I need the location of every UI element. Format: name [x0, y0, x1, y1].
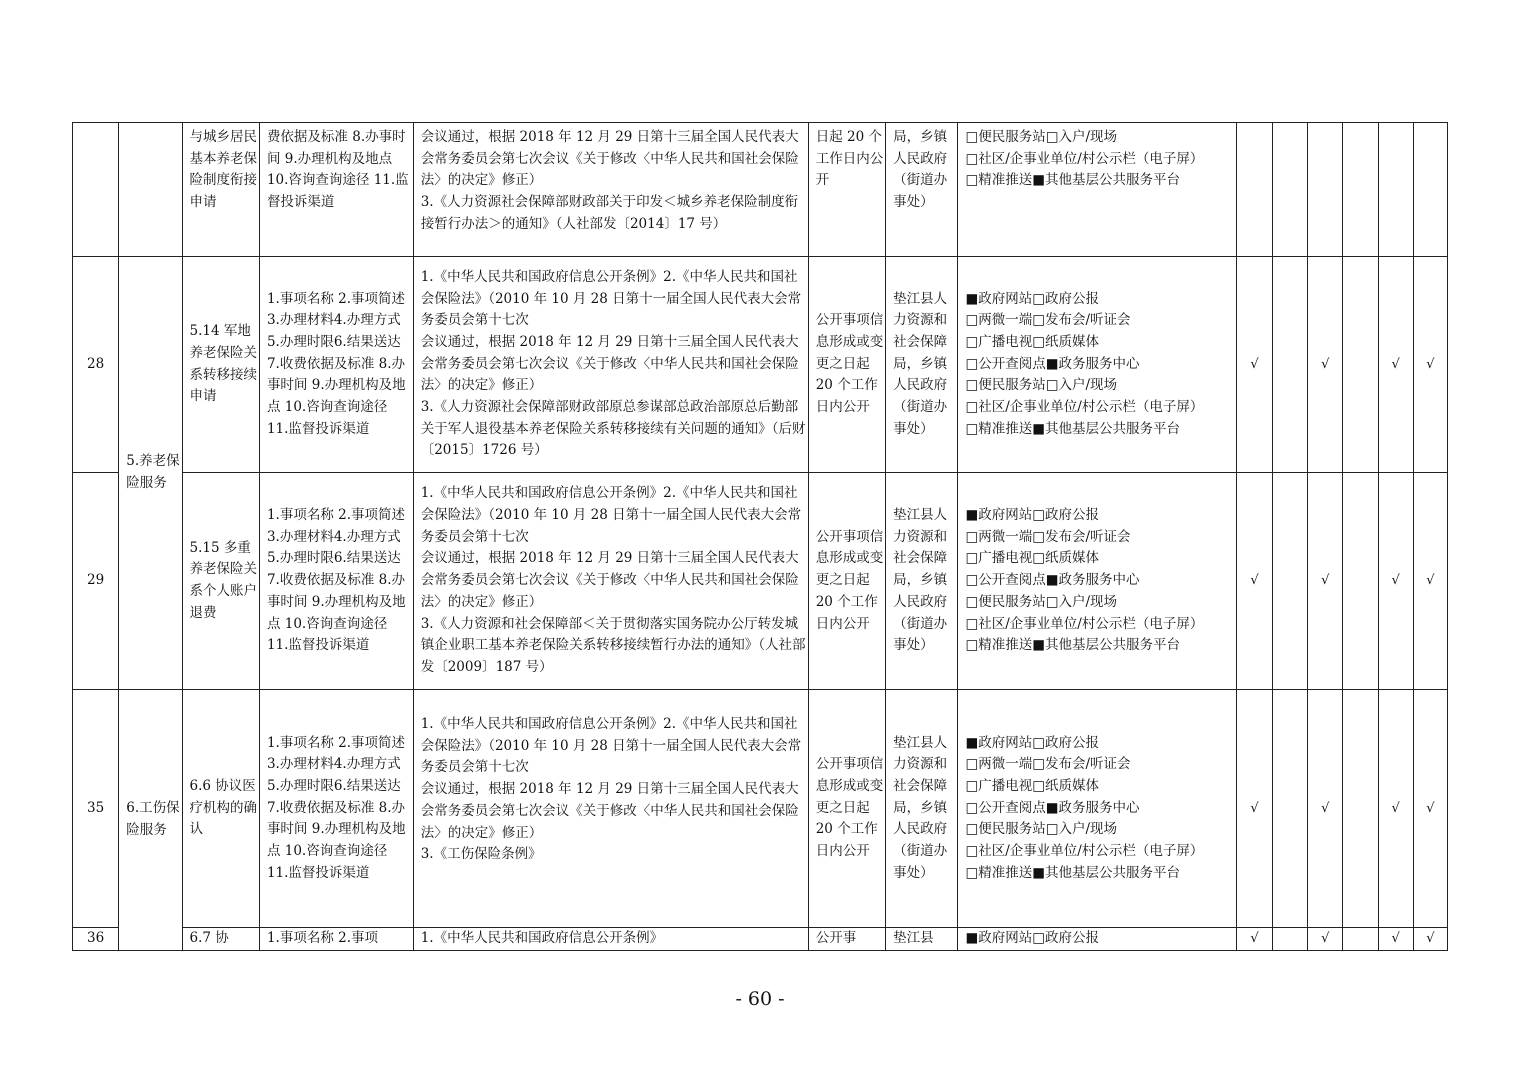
check-cell: √: [1308, 928, 1343, 951]
basis-cell: [413, 257, 808, 473]
disclosure-table: [72, 122, 1448, 951]
subject-cell: 垫江县人力资源和社会保障局，乡镇人民政府（街道办事处）: [886, 257, 958, 473]
check-cell: [1236, 123, 1272, 257]
channels-cell: [958, 690, 1236, 928]
category-cell: 5.养老保险服务: [119, 257, 182, 690]
category-cell: [119, 123, 182, 257]
channels-cell: [958, 473, 1236, 690]
channels-cell: [958, 928, 1236, 951]
check-cell: [1343, 473, 1378, 690]
item-name-cell: 5.14 军地养老保险关系转移接续申请: [182, 257, 259, 473]
channel-line: □社区/企事业单位/村公示栏（电子屏）: [965, 399, 1204, 416]
time-limit-cell: 公开事项信息形成或变更之日起 20 个工作日内公开: [808, 690, 885, 928]
text-line: 1.《中华人民共和国政府信息公开条例》2.《中华人民共和国社会保险法》（2010 年 10 月 28 日第十一届全国人民代表大会常务委员会第十七次: [420, 485, 802, 545]
channel-line: □两微一端□发布会/听证会: [965, 312, 1131, 329]
channel-line: ■政府网站□政府公报: [965, 507, 1099, 524]
time-limit-cell: 公开事项信息形成或变更之日起 20 个工作日内公开: [808, 473, 885, 690]
channel-line: □便民服务站□入户/现场: [965, 821, 1118, 838]
channel-line: □公开查阅点■政务服务中心: [965, 799, 1140, 816]
text-line: 3.《人力资源社会保障部财政部关于印发＜城乡养老保险制度衔接暂行办法＞的通知》（人社部发〔2014〕17 号）: [420, 194, 799, 232]
row-number-cell: [73, 123, 119, 257]
time-limit-cell: 日起 20 个工作日内公开: [808, 123, 885, 257]
text-line: 3.《人力资源和社会保障部＜关于贯彻落实国务院办公厅转发城镇企业职工基本养老保险关系转移接续暂行办法的通知》（人社部发〔2009〕187 号）: [420, 615, 806, 675]
text-line: 会议通过，根据 2018 年 12 月 29 日第十三届全国人民代表大会常务委员会第七次会议《关于修改〈中华人民共和国社会保险法〉的决定》修正）: [420, 550, 799, 610]
check-cell: [1273, 928, 1308, 951]
channel-line: □便民服务站□入户/现场: [965, 593, 1118, 610]
check-cell: [1273, 257, 1308, 473]
content-cell: 1.事项名称 2.事项简述3.办理材料4.办理方式 5.办理时限6.结果送达7.收费依据及标准 8.办事时间 9.办理机构及地点 10.咨询查询途径 11.监督投诉渠道: [259, 257, 413, 473]
content-cell: 1.事项名称 2.事项: [259, 928, 413, 951]
check-cell: √: [1413, 473, 1447, 690]
subject-cell: 垫江县: [886, 928, 958, 951]
check-cell: √: [1413, 257, 1447, 473]
check-cell: [1343, 257, 1378, 473]
page-number: - 60 -: [735, 988, 785, 1010]
table-row: [73, 123, 1448, 257]
check-cell: [1343, 123, 1378, 257]
check-cell: [1343, 928, 1378, 951]
time-limit-cell: 公开事项信息形成或变更之日起 20 个工作日内公开: [808, 257, 885, 473]
row-number-cell: 29: [73, 473, 119, 690]
row-number-cell: 35: [73, 690, 119, 928]
content-cell: 1.事项名称 2.事项简述3.办理材料4.办理方式 5.办理时限6.结果送达7.收费依据及标准 8.办事时间 9.办理机构及地点 10.咨询查询途径 11.监督投诉渠道: [259, 690, 413, 928]
channel-line: □公开查阅点■政务服务中心: [965, 572, 1140, 589]
check-cell: [1273, 473, 1308, 690]
channel-line: □精准推送■其他基层公共服务平台: [965, 172, 1180, 189]
text-line: 1.《中华人民共和国政府信息公开条例》2.《中华人民共和国社会保险法》（2010 年 10 月 28 日第十一届全国人民代表大会常务委员会第十七次: [420, 268, 802, 329]
text-line: 会议通过，根据 2018 年 12 月 29 日第十三届全国人民代表大会常务委员会第七次会议《关于修改〈中华人民共和国社会保险法〉的决定》修正）: [420, 333, 799, 394]
channel-line: □精准推送■其他基层公共服务平台: [965, 864, 1180, 881]
table-row: [73, 257, 1448, 473]
channel-line: □两微一端□发布会/听证会: [965, 756, 1131, 773]
table-row: [73, 928, 1448, 951]
channel-line: ■政府网站□政府公报: [965, 290, 1099, 307]
check-cell: √: [1236, 257, 1272, 473]
channel-line: □社区/企事业单位/村公示栏（电子屏）: [965, 150, 1204, 167]
channel-line: □便民服务站□入户/现场: [965, 129, 1118, 145]
channels-cell: [958, 257, 1236, 473]
item-name-cell: 5.15 多重养老保险关系个人账户退费: [182, 473, 259, 690]
channel-line: □广播电视□纸质媒体: [965, 777, 1099, 794]
basis-cell: [413, 690, 808, 928]
item-name-cell: 与城乡居民基本养老保险制度衔接申请: [182, 123, 259, 257]
check-cell: √: [1236, 690, 1272, 928]
check-cell: √: [1308, 473, 1343, 690]
check-cell: [1413, 123, 1447, 257]
channel-line: □精准推送■其他基层公共服务平台: [965, 637, 1180, 654]
channel-line: ■政府网站□政府公报: [965, 734, 1099, 751]
channel-line: □便民服务站□入户/现场: [965, 377, 1118, 394]
channel-line: □社区/企事业单位/村公示栏（电子屏）: [965, 843, 1204, 860]
content-cell: 1.事项名称 2.事项简述3.办理材料4.办理方式 5.办理时限6.结果送达7.收费依据及标准 8.办事时间 9.办理机构及地点 10.咨询查询途径 11.监督投诉渠道: [259, 473, 413, 690]
channel-line: □广播电视□纸质媒体: [965, 550, 1099, 567]
text-line: 会议通过，根据 2018 年 12 月 29 日第十三届全国人民代表大会常务委员会第七次会议《关于修改〈中华人民共和国社会保险法〉的决定》修正）: [420, 129, 799, 189]
table-row: [73, 473, 1448, 690]
channel-line: □社区/企事业单位/村公示栏（电子屏）: [965, 615, 1204, 632]
subject-cell: 垫江县人力资源和社会保障局，乡镇人民政府（街道办事处）: [886, 473, 958, 690]
check-cell: √: [1308, 690, 1343, 928]
channel-line: □精准推送■其他基层公共服务平台: [965, 420, 1180, 437]
subject-cell: 垫江县人力资源和社会保障局，乡镇人民政府（街道办事处）: [886, 690, 958, 928]
check-cell: √: [1378, 928, 1413, 951]
channel-line: □两微一端□发布会/听证会: [965, 528, 1131, 545]
check-cell: √: [1413, 690, 1447, 928]
check-cell: √: [1378, 690, 1413, 928]
text-line: 会议通过，根据 2018 年 12 月 29 日第十三届全国人民代表大会常务委员会第七次会议《关于修改〈中华人民共和国社会保险法〉的决定》修正）: [420, 781, 799, 841]
basis-cell: [413, 473, 808, 690]
check-cell: [1378, 123, 1413, 257]
text-line: 1.《中华人民共和国政府信息公开条例》2.《中华人民共和国社会保险法》（2010 年 10 月 28 日第十一届全国人民代表大会常务委员会第十七次: [420, 716, 802, 776]
channel-line: □公开查阅点■政务服务中心: [965, 355, 1140, 372]
row-number-cell: 36: [73, 928, 119, 951]
text-line: 3.《人力资源社会保障部财政部原总参谋部总政治部原总后勤部关于军人退役基本养老保险关系转移接续有关问题的通知》（后财〔2015〕1726 号）: [420, 399, 806, 459]
subject-cell: 局，乡镇人民政府（街道办事处）: [886, 123, 958, 257]
check-cell: √: [1413, 928, 1447, 951]
text-line: 3.《工伤保险条例》: [420, 846, 542, 863]
check-cell: [1273, 690, 1308, 928]
channel-line: □广播电视□纸质媒体: [965, 333, 1099, 350]
check-cell: √: [1378, 473, 1413, 690]
row-number-cell: 28: [73, 257, 119, 473]
channel-line: ■政府网站□政府公报: [965, 930, 1099, 946]
channels-cell: [958, 123, 1236, 257]
check-cell: √: [1308, 257, 1343, 473]
basis-cell: 1.《中华人民共和国政府信息公开条例》: [413, 928, 808, 951]
table-row: [73, 690, 1448, 928]
item-name-cell: 6.6 协议医疗机构的确认: [182, 690, 259, 928]
time-limit-cell: 公开事: [808, 928, 885, 951]
check-cell: [1308, 123, 1343, 257]
check-cell: [1273, 123, 1308, 257]
item-name-cell: 6.7 协: [182, 928, 259, 951]
check-cell: √: [1378, 257, 1413, 473]
basis-cell: [413, 123, 808, 257]
check-cell: [1343, 690, 1378, 928]
content-cell: 费依据及标准 8.办事时间 9.办理机构及地点 10.咨询查询途径 11.监督投诉渠道: [259, 123, 413, 257]
category-cell: 6.工伤保险服务: [119, 690, 182, 951]
check-cell: √: [1236, 473, 1272, 690]
check-cell: √: [1236, 928, 1272, 951]
